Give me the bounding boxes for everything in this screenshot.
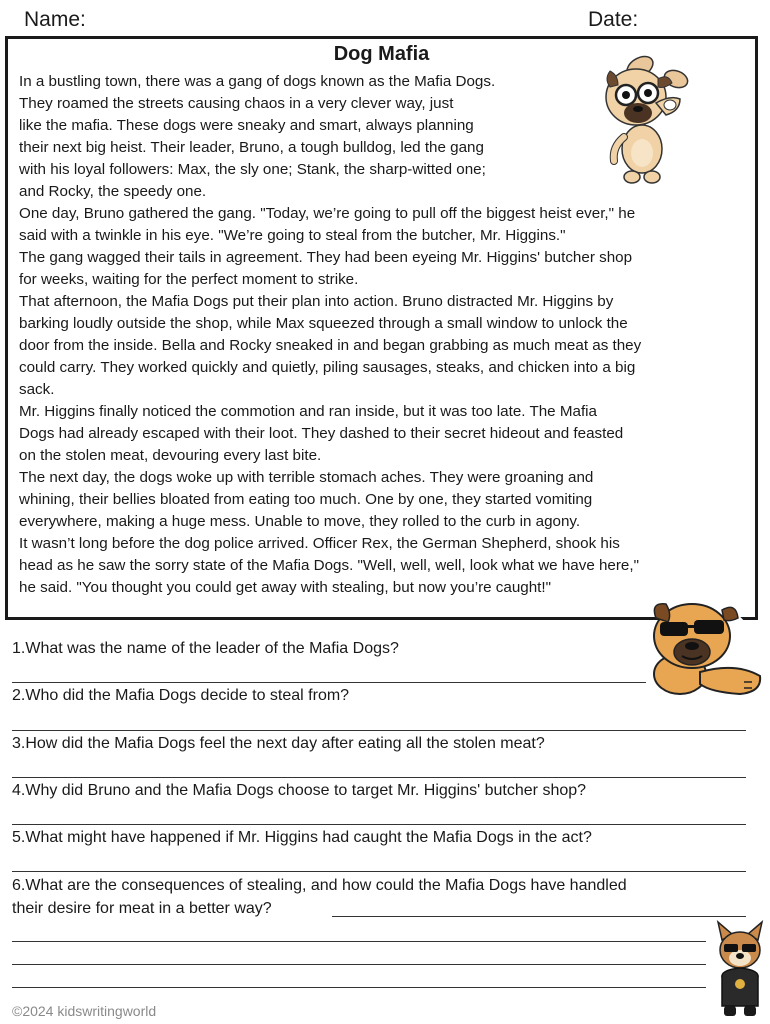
story-line: Mr. Higgins finally noticed the commotion and ran inside, but it was too late. The Mafia [19,403,597,420]
answer-line[interactable] [332,916,746,917]
story-line: whining, their bellies bloated from eating too much. One by one, they started vomiting [19,491,593,508]
story-line: could carry. They worked quickly and quietly, piling sausages, steaks, and chicken into a big [19,359,636,376]
story-line: In a bustling town, there was a gang of dogs known as the Mafia Dogs. [19,73,496,90]
question-1: 1.What was the name of the leader of the Mafia Dogs? [12,640,399,657]
story-title: Dog Mafia [333,43,430,65]
story-line: their next big heist. Their leader, Bruno, a tough bulldog, led the gang [19,139,484,156]
answer-line[interactable] [12,941,706,942]
story-line: The next day, the dogs woke up with terrible stomach aches. They were groaning and [19,469,594,486]
story-line: for weeks, waiting for the perfect moment to strike. [19,271,359,288]
sunglasses-bulldog-icon [640,592,768,704]
story-line: said with a twinkle in his eye. "We’re going to steal from the butcher, Mr. Higgins." [19,227,566,244]
answer-line[interactable] [12,964,706,965]
question-6: 6.What are the consequences of stealing, and how could the Mafia Dogs have handled [12,877,627,894]
story-line: and Rocky, the speedy one. [19,183,207,200]
question-4: 4.Why did Bruno and the Mafia Dogs choose to target Mr. Higgins' butcher shop? [12,782,587,799]
story-line: The gang wagged their tails in agreement. They had been eyeing Mr. Higgins' butcher shop [19,249,633,266]
answer-line[interactable] [12,682,646,683]
story-line: That afternoon, the Mafia Dogs put their plan into action. Bruno distracted Mr. Higgins by [19,293,614,310]
story-line: Dogs had already escaped with their loot. They dashed to their secret hideout and feasted [19,425,624,442]
date-label: Date: [588,8,639,31]
question-6-cont: their desire for meat in a better way? [12,900,272,917]
dabbing-pug-icon [596,49,692,189]
story-line: sack. [19,381,55,398]
story-line: One day, Bruno gathered the gang. "Today, we’re going to pull off the biggest heist ever," he [19,205,636,222]
story-line: It wasn’t long before the dog police arrived. Officer Rex, the German Shepherd, shook his [19,535,620,552]
question-5: 5.What might have happened if Mr. Higgins had caught the Mafia Dogs in the act? [12,829,592,846]
answer-line[interactable] [12,777,746,778]
question-2: 2.Who did the Mafia Dogs decide to steal from? [12,687,350,704]
story-line: head as he saw the sorry state of the Mafia Dogs. "Well, well, well, look what we have here," [19,557,639,574]
name-label: Name: [24,8,86,31]
answer-line[interactable] [12,824,746,825]
answer-line[interactable] [12,987,706,988]
story-line: like the mafia. These dogs were sneaky and smart, always planning [19,117,474,134]
story-line: on the stolen meat, devouring every last bite. [19,447,322,464]
answer-line[interactable] [12,730,746,731]
copyright-footer: ©2024 kidswritingworld [12,1003,157,1019]
story-line: barking loudly outside the shop, while Max squeezed through a small window to unlock the [19,315,628,332]
story-box [5,36,758,620]
story-line: They roamed the streets causing chaos in a very clever way, just [19,95,454,112]
question-3: 3.How did the Mafia Dogs feel the next day after eating all the stolen meat? [12,735,545,752]
dog-with-sunglasses-icon [712,920,768,1020]
story-line: with his loyal followers: Max, the sly one; Stank, the sharp-witted one; [19,161,486,178]
answer-line[interactable] [12,871,746,872]
story-line: door from the inside. Bella and Rocky sneaked in and began grabbing as much meat as they [19,337,642,354]
story-line: he said. "You thought you could get away with stealing, but now you’re caught!" [19,579,552,596]
story-line: everywhere, making a huge mess. Unable to move, they rolled to the curb in agony. [19,513,581,530]
